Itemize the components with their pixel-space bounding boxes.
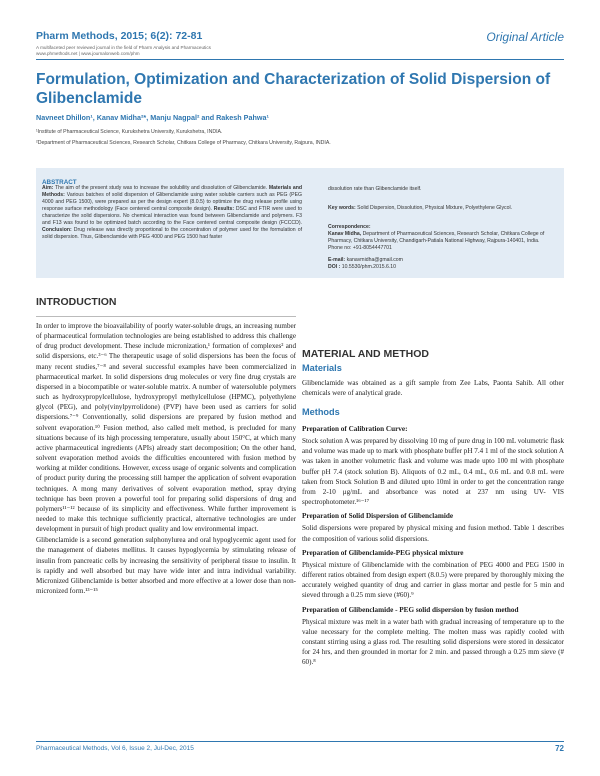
article-type-label: Original Article	[486, 30, 564, 44]
abstract-results-label: Results:	[213, 206, 235, 213]
abstract-aim: The aim of the present study was to increase the solubility and dissolution of Glibenclamide.	[55, 185, 268, 191]
email-link[interactable]: kanavmidha@gmail.com	[346, 257, 403, 264]
correspondence-name: Kanav Midha,	[328, 231, 362, 238]
introduction-body	[36, 321, 296, 596]
abstract-conclusion: Drug release was directly proportional to the concentration of polymer used for the formulation of solid dispersion. Thus, Glibenclamide with PEG 4000 and PEG 1500 had faster	[42, 227, 302, 241]
footer-divider	[36, 741, 564, 742]
physical-mixture-text: Physical mixture of Glibenclamide with the combination of PEG 4000 and PEG 1500 in different ratios obtained from design expert (8.0.5) were prepared by thoroughly mixing the accurately weighed quantity of drug and carrier in glass mortar and pestle for 5 min and sieved through a 0.25 mm sieve (#60).⁹	[302, 560, 564, 600]
introduction-heading: INTRODUCTION	[36, 296, 117, 308]
calibration-text: Stock solution A was prepared by dissolving 10 mg of pure drug in 100 mL volumetric flask and volume was made up to mark with phosphate buffer pH 7.4 1 ml of the stock solution A was taken in another volumetric flask and volume was made upto 100 ml with phosphate buffer pH 7.4 (stock solution B). Aliquots of 0.2 mL, 0.4 mL, 0.6 mL and 0.8 mL were taken from Stock Solution B and diluted upto 10ml in order to get the concentration range from 2-10 μg/mL and absorbance was noted at 237 nm using UV- VIS spectrophotometer.¹⁶⁻¹⁷	[302, 437, 564, 507]
footer-journal: Pharmaceutical Methods, Vol 6, Issue 2, Jul-Dec, 2015	[36, 745, 194, 752]
author-list: Navneet Dhillon¹, Kanav Midha²*, Manju Nagpal² and Rakesh Pahwa¹	[36, 113, 269, 122]
correspondence-address	[328, 231, 560, 245]
methods-heading: Methods	[302, 407, 340, 417]
methods-body	[302, 420, 564, 667]
journal-subline-2: www.phmethods.net | www.journalonweb.com/phm	[36, 51, 140, 56]
doi-label: DOI :	[328, 264, 341, 271]
fusion-method-heading: Preparation of Glibenclamide - PEG solid dispersion by fusion method	[302, 605, 519, 614]
header-divider	[36, 59, 564, 60]
materials-body: Glibenclamide was obtained as a gift sample from Zee Labs, Paonta Sahib. All other chemicals were of analytical grade.	[302, 379, 564, 398]
email-line	[328, 257, 560, 264]
abstract-continued: dissolution rate than Glibenclamide itself.	[328, 186, 422, 192]
keywords-label: Key words:	[328, 205, 356, 212]
abstract-methods-label: Materials and Methods:	[42, 185, 302, 199]
correspondence-label: Correspondence:	[328, 224, 371, 231]
page-number: 72	[555, 744, 564, 753]
email-label: E-mail:	[328, 257, 346, 264]
keywords-text: Solid Dispersion, Dissolution, Physical Mixture, Polyethylene Glycol.	[357, 205, 513, 212]
paper-title: Formulation, Optimization and Characterization of Solid Dispersion of Glibenclamide	[36, 71, 551, 107]
correspondence	[328, 224, 560, 271]
fusion-method-text: Physical mixture was melt in a water bath with gradual increasing of temperature up to the value necessary for the complete melting. The molten mass was rapidly cooled with constant stirring using a glass rod. The resulting solid dispersions were stored in dessicator for 24 hrs, and then grounded in mortar for 2 min. and passed through a 0.25 mm sieve (# 60).⁸	[302, 617, 564, 667]
keywords	[328, 205, 560, 212]
abstract-conclusion-label: Conclusion:	[42, 227, 72, 234]
introduction-divider	[36, 316, 296, 317]
correspondence-address-text: Department of Pharmaceutical Sciences, Research Scholar, Chitkara College of Pharmacy, Chitkara University, Chandigarh-Patiala National Highway, Rajpura-140401, India.	[328, 231, 545, 245]
solid-dispersion-heading: Preparation of Solid Dispersion of Glibenclamide	[302, 512, 454, 521]
affiliation-2: ²Department of Pharmaceutical Sciences, Research Scholar, Chitkara College of Pharmacy, Chitkara University, Rajpura, INDIA.	[36, 140, 331, 146]
doi-line	[328, 264, 560, 271]
calibration-heading: Preparation of Calibration Curve:	[302, 425, 408, 433]
doi-link[interactable]: 10.5530/phm.2015.6.10	[341, 264, 397, 271]
affiliation-1: ¹Institute of Pharmaceutical Science, Kurukshetra University, Kurukshetra, INDIA.	[36, 129, 223, 135]
physical-mixture-heading: Preparation of Glibenclamide-PEG physical mixture	[302, 548, 464, 557]
materials-heading: Materials	[302, 363, 342, 373]
abstract-heading: ABSTRACT	[42, 179, 77, 186]
journal-subline-1: A multifaceted peer reviewed journal in the field of Pharm Analysis and Pharmaceutics	[36, 45, 211, 50]
journal-citation: Pharm Methods, 2015; 6(2): 72-81	[36, 30, 203, 42]
material-method-heading: MATERIAL AND METHOD	[302, 348, 429, 360]
abstract-aim-label: Aim:	[42, 185, 54, 191]
abstract-results: DSC and FTIR were used to characterize the solid dispersions. No chemical interaction was found between Glibenclamide and polymers. F3 and F13 was found to be optimized batch according to the Face centered central composite design (FCCCD).	[42, 206, 303, 227]
solid-dispersion-text: Solid dispersions were prepared by physical mixing and fusion method. Table 1 describes the composition of various solid dispersions.	[302, 524, 564, 543]
introduction-paragraph-1: In order to improve the bioavailability of poorly water-soluble drugs, an increasing number of pharmaceutical formulation technologies are being established to address this challenge of drug product development. These include micronization,¹ formation of complexes² and solid dispersions, etc.³⁻⁶ The therapeutic usage of solid dispersions has been the focus of many recent studies,⁷⁻⁸ and several successful examples have been commercialized in pharmaceutical market. In solid dispersions drug molecules or very fine drug crystals are dispersed in a biocompatible or water-soluble matrix. A number of watersoluble polymers such as hydroxypropylcellulose, hydroxypropyl methylcellulose (HPMC), polyethylene glycol (PEG), and poly(vinylpyrrolidone) (PVP) have been used as carriers for solid dispersions.⁷⁻⁹ Conventionally, solid dispersions are prepared by fusion method and solvent evaporation.¹⁰ Fusion method, also called melt method, is precluded for many situations because of its high processing temperature, usually about 150°C, at which many active pharmaceutical ingredients (APIs) already start decomposition; On the other hand, solvent evaporation method avoids the difficulties encountered with fusion method by working at milder conditions. However, excess usage of organic solvents and complication of product purity during the processing still hamper the application of solvent evaporation techniques. A mong many derivatives of solvent evaporation method, spray drying technique has been proven a powerful tool for preparing solid dispersions of drug and polymers¹¹⁻¹² because of its simplicity and effectiveness. While further improvement is needed to make this technique sufficiently practical, alternative technologies are under development in pursuit of high product quality and low environmental impact.	[36, 322, 296, 534]
introduction-paragraph-2: Glibenclamide is a second generation sulphonylurea and oral hypoglycemic agent used for the management of diabetes mellitus. It causes hypoglycemia by stimulating release of insulin from pancreatic cells by increasing the sensitivity of peripheral tissue to insulin. It is rapidly and well absorbed but may have wide inter and intra individual variability. Micronized Glibenclamide is better absorbed and more effective at a lower dose than non-micronized form.¹³⁻¹⁵	[36, 536, 296, 596]
abstract-body	[42, 185, 302, 241]
abstract-right-column	[328, 186, 560, 271]
correspondence-phone: Phone no: +91-8054447701	[328, 245, 392, 252]
abstract-methods: Various batches of solid dispersion of Glibenclamide using water soluble carriers such as PEG (PEG 4000 and PEG 1500), were prepared as per the design expert (8.0.5) to optimize the drug release profile using response surface methodology (Face centered central composite design).	[42, 192, 302, 213]
journal-subline	[36, 45, 316, 57]
